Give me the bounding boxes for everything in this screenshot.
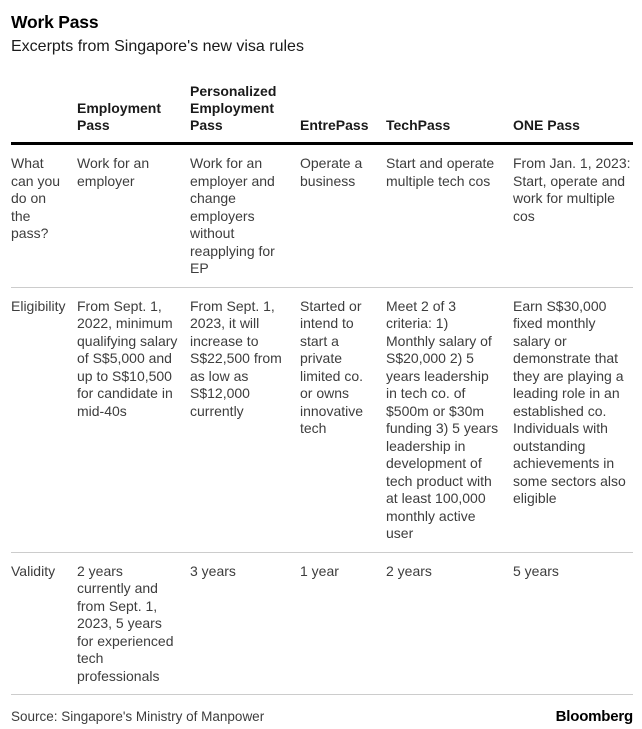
cell-eligibility-entrepass: Started or intend to start a private limited co. or owns innovative tech <box>300 297 364 436</box>
cell-validity-personalized-ep: 3 years <box>190 562 236 579</box>
chart-title: Work Pass <box>11 12 99 32</box>
cell-validity-one-pass: 5 years <box>513 562 559 579</box>
column-header-entrepass: EntrePass <box>300 117 369 133</box>
column-header-one-pass: ONE Pass <box>513 117 580 133</box>
cell-eligibility-personalized-ep: From Sept. 1, 2023, it will increase to S$22,500 from as low as S$12,000 currently <box>190 297 282 419</box>
column-header-techpass: TechPass <box>386 117 451 133</box>
cell-validity-techpass: 2 years <box>386 562 432 579</box>
table-row-eligibility <box>11 287 633 552</box>
cell-what-one-pass: From Jan. 1, 2023: Start, operate and work for multiple cos <box>513 155 631 224</box>
chart-subtitle: Excerpts from Singapore's new visa rules <box>11 38 304 55</box>
work-pass-table <box>11 83 633 725</box>
cell-validity-employment-pass: 2 years currently and from Sept. 1, 2023, 5 years for experienced tech professionals <box>77 562 174 684</box>
cell-what-employment-pass: Work for an employer <box>77 155 150 189</box>
row-label: Eligibility <box>11 297 66 314</box>
cell-what-techpass: Start and operate multiple tech cos <box>386 155 495 189</box>
row-label: Validity <box>11 562 56 579</box>
column-header-personalized-employment-pass: Personalized Employment Pass <box>190 83 277 133</box>
bloomberg-logo: Bloomberg <box>555 708 633 725</box>
cell-what-personalized-ep: Work for an employer and change employers without reapplying for EP <box>190 155 275 276</box>
table-row-validity <box>11 552 633 695</box>
cell-eligibility-techpass: Meet 2 of 3 criteria: 1) Monthly salary of S$20,000 2) 5 years leadership in tech co. of $500m or $30m funding 3) 5 years leadership in development of tech product with at least 100,000 monthly active user <box>386 297 499 541</box>
chart-footer <box>11 694 633 725</box>
row-label: What can you do on the pass? <box>11 155 61 241</box>
cell-eligibility-employment-pass: From Sept. 1, 2022, minimum qualifying salary of S$5,000 and up to S$10,500 for candidate in mid-40s <box>77 297 178 419</box>
cell-eligibility-one-pass: Earn S$30,000 fixed monthly salary or demonstrate that they are playing a leading role in an established co. Individuals with outstanding achievements in some sectors also eligible <box>513 297 626 506</box>
cell-what-entrepass: Operate a business <box>300 155 363 189</box>
table-header-row <box>11 83 633 145</box>
source-note: Source: Singapore's Ministry of Manpower <box>11 709 265 724</box>
table-row-what-can-you-do <box>11 145 633 287</box>
cell-validity-entrepass: 1 year <box>300 562 339 579</box>
column-header-employment-pass: Employment Pass <box>77 100 162 133</box>
